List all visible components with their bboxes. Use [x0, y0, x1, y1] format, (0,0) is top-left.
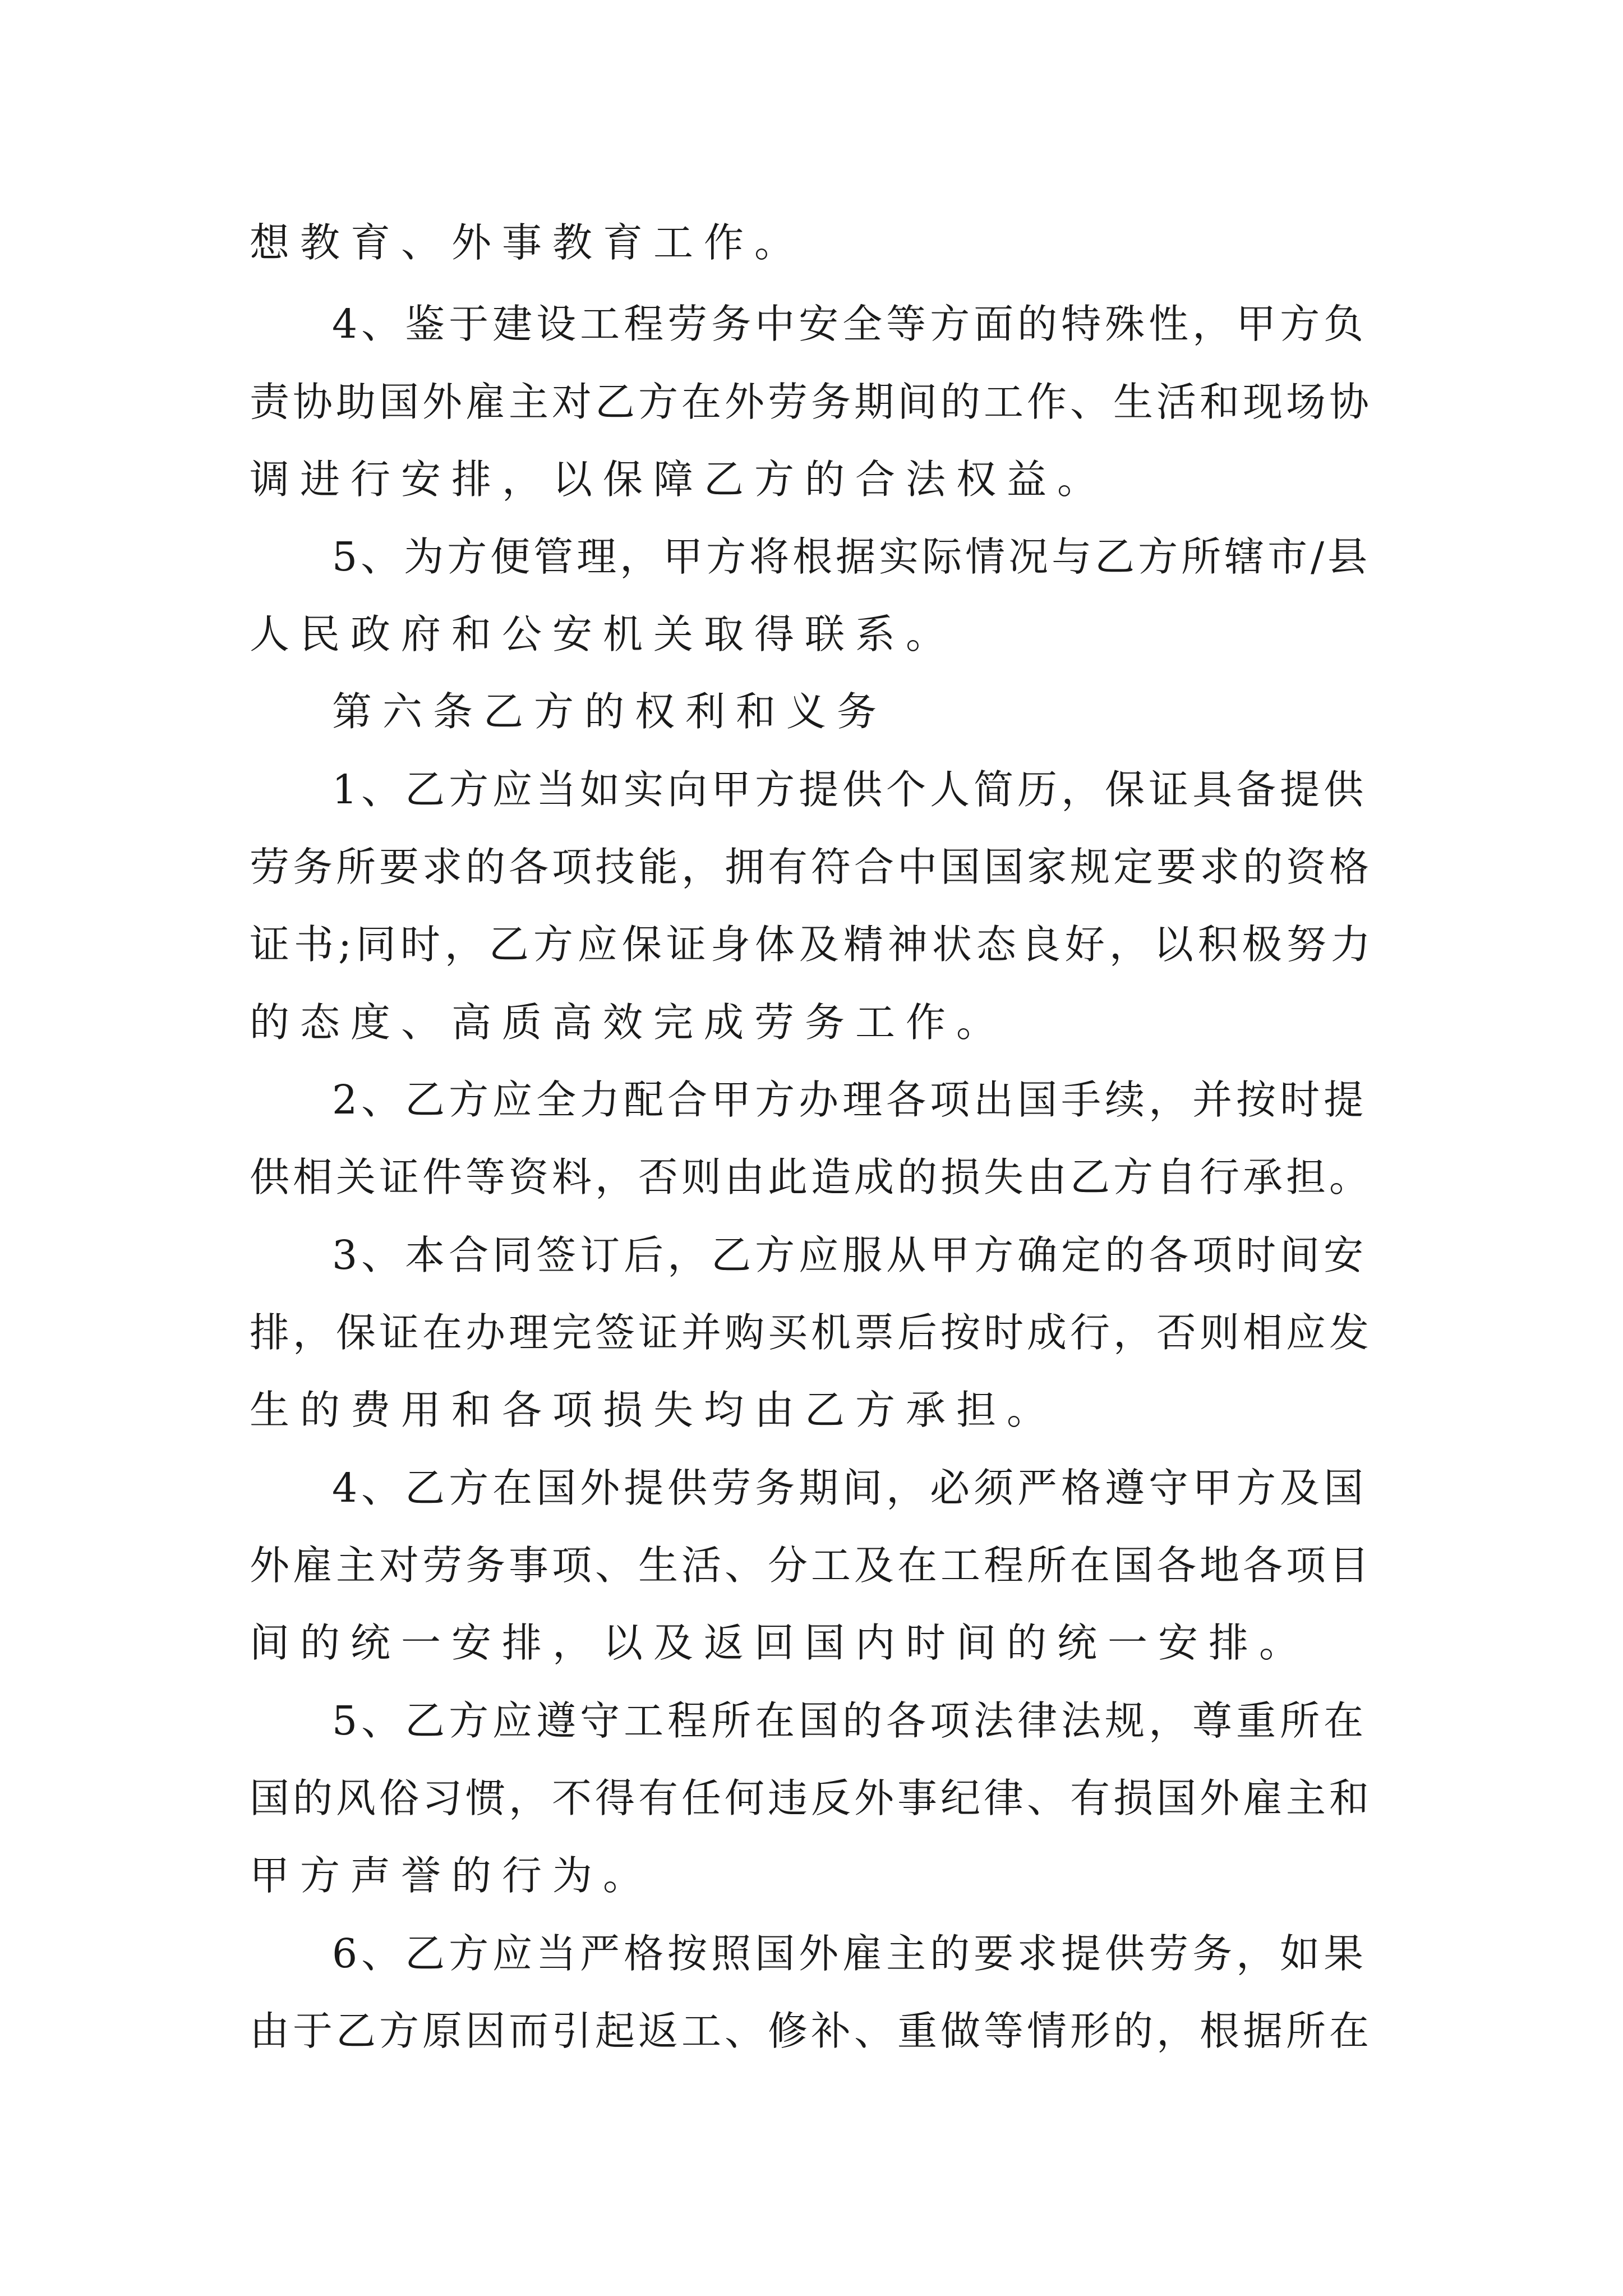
text-line: 人民政府和公安机关取得联系。: [250, 611, 957, 657]
text-line: 1、乙方应当如实向甲方提供个人简历，保证具备提供: [332, 766, 1368, 813]
text-line: 国的风俗习惯，不得有任何违反外事纪律、有损国外雇主和: [250, 1775, 1373, 1821]
text-line: 6、乙方应当严格按照国外雇主的要求提供劳务，如果: [332, 1930, 1368, 1977]
text-line: 5、乙方应遵守工程所在国的各项法律法规，尊重所在: [332, 1697, 1368, 1744]
text-line: 证书;同时，乙方应保证身体及精神状态良好，以积极努力: [250, 921, 1375, 968]
text-line: 3、本合同签订后，乙方应服从甲方确定的各项时间安: [332, 1232, 1368, 1278]
text-line: 4、乙方在国外提供劳务期间，必须严格遵守甲方及国: [332, 1465, 1368, 1511]
text-line: 供相关证件等资料，否则由此造成的损失由乙方自行承担。: [250, 1154, 1373, 1200]
text-line: 外雇主对劳务事项、生活、分工及在工程所在国各地各项目: [250, 1542, 1373, 1589]
text-line: 想教育、外事教育工作。: [250, 219, 805, 266]
text-line: 的态度、高质高效完成劳务工作。: [250, 999, 1007, 1046]
text-line: 间的统一安排，以及返回国内时间的统一安排。: [250, 1619, 1310, 1666]
text-line: 劳务所要求的各项技能，拥有符合中国国家规定要求的资格: [250, 844, 1373, 890]
text-line: 责协助国外雇主对乙方在外劳务期间的工作、生活和现场协: [250, 379, 1373, 425]
text-line: 由于乙方原因而引起返工、修补、重做等情形的，根据所在: [250, 2008, 1373, 2054]
text-line: 生的费用和各项损失均由乙方承担。: [250, 1387, 1058, 1433]
text-line: 甲方声誉的行为。: [250, 1852, 654, 1899]
text-line: 2、乙方应全力配合甲方办理各项出国手续，并按时提: [332, 1076, 1368, 1123]
text-line: 4、鉴于建设工程劳务中安全等方面的特殊性，甲方负: [332, 301, 1368, 347]
section-heading: 第六条乙方的权利和义务: [332, 688, 888, 735]
text-line: 调进行安排，以保障乙方的合法权益。: [250, 456, 1108, 503]
text-line: 排，保证在办理完签证并购买机票后按时成行，否则相应发: [250, 1309, 1373, 1356]
text-line: 5、为方便管理，甲方将根据实际情况与乙方所辖市/县: [332, 533, 1371, 580]
